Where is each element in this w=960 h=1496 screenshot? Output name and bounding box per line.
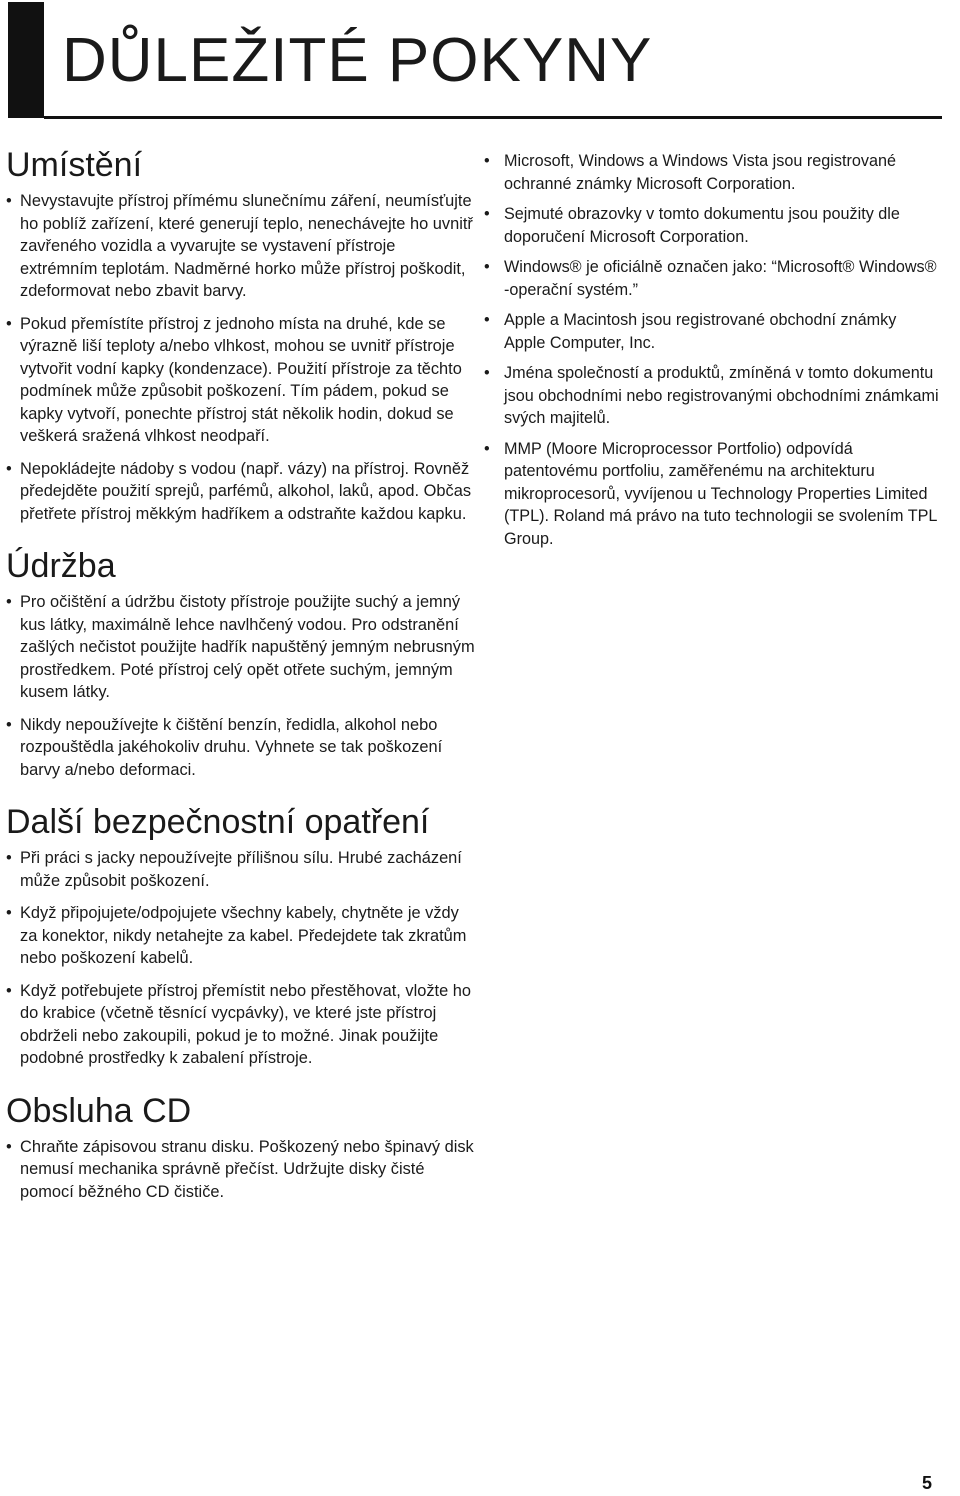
section-title: Údržba bbox=[6, 547, 116, 586]
list-item bbox=[484, 256, 940, 301]
section-maintenance bbox=[6, 547, 476, 781]
list-item-text: Sejmuté obrazovky v tomto dokumentu jsou použity dle doporučení Microsoft Corporation. bbox=[504, 205, 900, 246]
list-item-text: Nikdy nepoužívejte k čištění benzín, ředidla, alkohol nebo rozpouštědla jakéhokoliv druhu. Vyhnete se tak poškození barvy a/nebo deformaci. bbox=[20, 715, 443, 779]
bullet-list bbox=[6, 1136, 476, 1204]
list-item bbox=[484, 362, 940, 430]
bullet-icon: • bbox=[6, 715, 12, 734]
bullet-icon: • bbox=[6, 593, 12, 612]
list-item bbox=[6, 313, 476, 448]
bullet-list bbox=[6, 847, 476, 1070]
list-item bbox=[6, 591, 476, 704]
list-item-text: Nepokládejte nádoby s vodou (např. vázy) na přístroj. Rovněž předejděte použití sprejů, parfémů, alkohol, laků, apod. Občas přetřete přístroj měkkým hadříkem a odstraňte každou kapku. bbox=[20, 459, 472, 523]
list-item-text: Windows® je oficiálně označen jako: “Microsoft® Windows® -operační systém.” bbox=[504, 258, 937, 299]
list-item-text: Když připojujete/odpojujete všechny kabely, chytněte je vždy za konektor, nikdy netahejte za kabel. Předejdete tak zkratům nebo poškození kabelů. bbox=[20, 904, 467, 968]
list-item bbox=[484, 203, 940, 248]
trademark-list bbox=[484, 150, 940, 550]
bullet-icon: • bbox=[6, 314, 12, 333]
right-column bbox=[484, 150, 940, 558]
section-safety bbox=[6, 803, 476, 1070]
bullet-icon: • bbox=[6, 192, 12, 211]
section-title: Další bezpečnostní opatření bbox=[6, 803, 430, 842]
list-item-text: Nevystavujte přístroj přímému slunečnímu záření, neumísťujte ho poblíž zařízení, které generují teplo, nenechávejte ho uvnitř zavřeného vozidla a vyvarujte se vystavení přístroje extrémním teplotám. Nadměrné horko může přístroj poškodit, zdeformovat nebo zbavit barvy. bbox=[20, 192, 473, 301]
section-placement bbox=[6, 146, 476, 525]
bullet-icon: • bbox=[484, 152, 490, 170]
header-bar bbox=[8, 2, 44, 118]
bullet-icon: • bbox=[484, 439, 490, 458]
list-item-text: MMP (Moore Microprocessor Portfolio) odpovídá patentovému portfoliu, zaměřenému na architekturu mikroprocesorů, vyvíjenou u Technology Properties Limited (TPL). Roland má právo na tuto technologii se svolením TPL Group. bbox=[504, 439, 937, 548]
section-title: Obsluha CD bbox=[6, 1091, 192, 1130]
list-item bbox=[6, 190, 476, 303]
bullet-icon: • bbox=[484, 311, 490, 329]
list-item-text: Pro očištění a údržbu čistoty přístroje použijte suchý a jemný kus látky, maximálně lehce navlhčený vodou. Pro odstranění zašlých nečistot použijte hadřík napuštěný jemným nebrusným prostředkem. Poté přístroj celý opět otřete suchým, jemným kusem látky. bbox=[20, 593, 475, 702]
list-item-text: Jména společností a produktů, zmíněná v tomto dokumentu jsou obchodními nebo registrovanými obchodními známkami svých majitelů. bbox=[504, 364, 939, 427]
list-item-text: Při práci s jacky nepoužívejte přílišnou sílu. Hrubé zacházení může způsobit poškození. bbox=[20, 849, 462, 890]
bullet-icon: • bbox=[484, 364, 490, 382]
bullet-list bbox=[6, 591, 476, 781]
list-item bbox=[484, 438, 940, 551]
list-item bbox=[484, 150, 940, 195]
list-item-text: Pokud přemístíte přístroj z jednoho místa na druhé, kde se výrazně liší teploty a/nebo vlhkost, mohou se uvnitř přístroje vytvořit vodní kapky (kondenzace). Použití přístroje za těchto podmínek může způsobit poškození. Tím pádem, pokud se kapky vytvoří, ponechte přístroj stát několik hodin, dokud se veškerá sražená vlhkost neodpaří. bbox=[20, 314, 462, 446]
section-cd bbox=[6, 1092, 476, 1204]
header-rule bbox=[44, 116, 942, 119]
list-item-text: Chraňte zápisovou stranu disku. Poškozený nebo špinavý disk nemusí mechanika správně přečíst. Udržujte disky čisté pomocí běžného CD čističe. bbox=[20, 1137, 474, 1201]
bullet-list bbox=[6, 190, 476, 525]
list-item bbox=[6, 980, 476, 1070]
bullet-icon: • bbox=[484, 205, 490, 223]
bullet-icon: • bbox=[6, 849, 12, 868]
list-item bbox=[6, 847, 476, 892]
list-item bbox=[484, 309, 940, 354]
bullet-icon: • bbox=[6, 981, 12, 1000]
list-item-text: Apple a Macintosh jsou registrované obchodní známky Apple Computer, Inc. bbox=[504, 311, 897, 352]
page-title: DŮLEŽITÉ POKYNY bbox=[62, 26, 653, 95]
list-item-text: Když potřebujete přístroj přemístit nebo přestěhovat, vložte ho do krabice (včetně těsnící vycpávky), ve které jste přístroj obdrželi nebo zakoupili, pokud je to možné. Jinak použijte podobné prostředky k zabalení přístroje. bbox=[20, 981, 471, 1068]
bullet-icon: • bbox=[6, 1137, 12, 1156]
left-column bbox=[6, 146, 476, 1225]
bullet-icon: • bbox=[6, 904, 12, 923]
list-item bbox=[6, 458, 476, 526]
list-item bbox=[6, 1136, 476, 1204]
list-item-text: Microsoft, Windows a Windows Vista jsou registrované ochranné známky Microsoft Corporation. bbox=[504, 152, 896, 193]
bullet-icon: • bbox=[484, 258, 490, 276]
list-item bbox=[6, 902, 476, 970]
page-number: 5 bbox=[921, 1473, 932, 1493]
section-title: Umístění bbox=[6, 146, 143, 184]
bullet-icon: • bbox=[6, 459, 12, 478]
list-item bbox=[6, 714, 476, 782]
